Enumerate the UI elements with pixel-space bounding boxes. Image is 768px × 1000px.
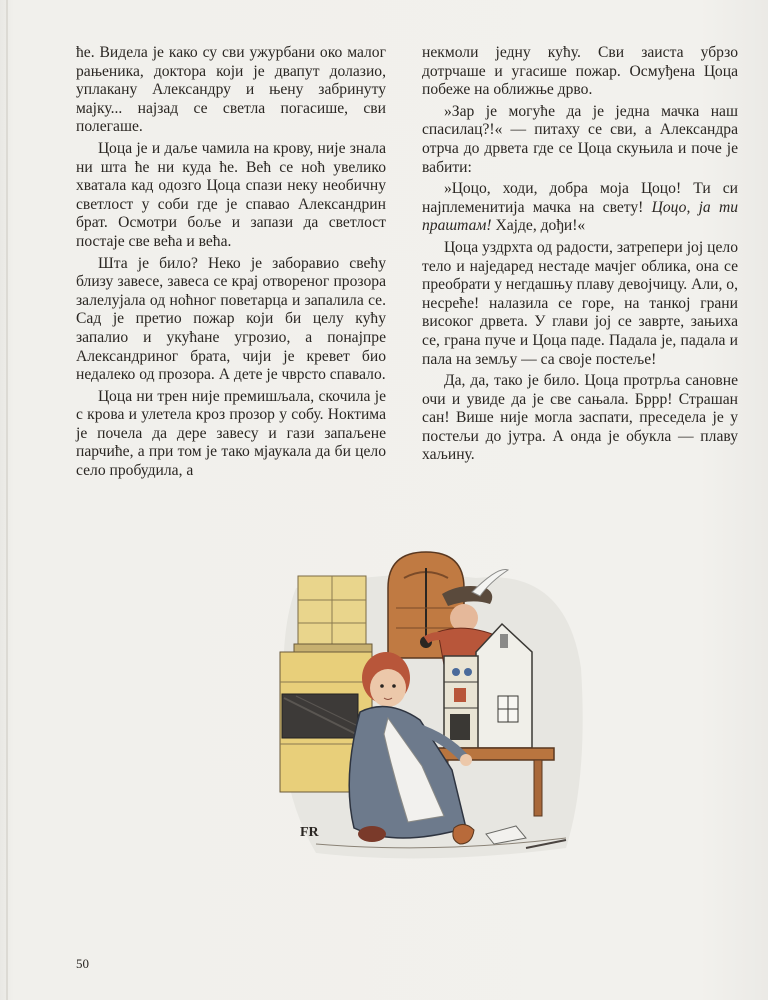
paragraph: Цоца уздрхта од радости, затрепери јој цело тело и наједаред нестаде мачјег облика, она се преобрати у негдашњу плаву девојчицу. Али, о, несреће! налазила се горе, на танкој грани високог дрвета. У глави јој се заврте, зањиха се, грана пуче и Цоца паде. Падала је, падала и пала на земљу — са своје постеље! <box>422 238 738 368</box>
right-text-column <box>422 44 738 465</box>
paragraph: ће. Видела је како су сви ужурбани око малог рањеника, доктора који је двапут долазио, уплакану Александру и њену забринуту мајку... најзад се светла погасише, сви полегаше. <box>76 44 386 136</box>
call-text: Хајде, дођи!« <box>491 217 586 235</box>
left-text-column <box>76 44 386 481</box>
artist-monogram: FR <box>300 825 319 840</box>
paragraph: Цоца је и даље чамила на крову, није знала ни шта ће ни куда ће. Већ се ноћ увелико хватала кад одозго Цоца спази неку необичну светлост у соби где је спавао Александрин брат. Осмотри боље и запази да светлост постаје све већа и већа. <box>76 139 386 250</box>
call-text: »Цоцо, ходи, добра моја Цоцо! Ти си најплеменитија мачка на свету! <box>422 180 738 216</box>
paragraph: »Зар је могуће да је једна мачка наш спасилац?!« — питаху се сви, а Александра отрча до дрвета где се Цоца скуњила и поче је вабити: <box>422 102 738 176</box>
page-binding-edge <box>6 0 8 1000</box>
paragraph: Цоца ни трен није премишљала, скочила је с крова и улетела кроз прозор у собу. Ноктима је почела да дере завесу и гази запаљене парчиће, а при том је тако мјаукала да би цело село пробудила, а <box>76 387 386 480</box>
page-number: 50 <box>76 956 89 971</box>
paragraph: Да, да, тако је било. Цоца протрља сановне очи и увиде да је све сањала. Бррр! Страшан сан! Више није могла заспати, преседела је у постељи до јутра. А онда је обукла — плаву хаљину. <box>422 372 738 464</box>
paragraph: Шта је било? Неко је заборавио свећу близу завесе, завеса се крај отвореног прозора залелујала од ноћног поветарца и запалила се. Сад је претио пожар који би целу кућу запалио и укућане угрозио, а понајпре Александриног брата, чији је кревет био недалеко од прозора. А дете је чврсто спавало. <box>76 254 386 384</box>
quoted-call-paragraph <box>422 180 738 236</box>
illustration-drawing <box>276 548 588 864</box>
illustration-girl-with-dollhouse <box>276 548 588 864</box>
call-italic-text: Цоцо, ја ти праштам! <box>422 198 738 235</box>
paragraph: некмоли једну кућу. Сви заиста убрзо дотрчаше и угасише пожар. Осмуђена Цоца побеже на оближње дрво. <box>422 44 738 99</box>
